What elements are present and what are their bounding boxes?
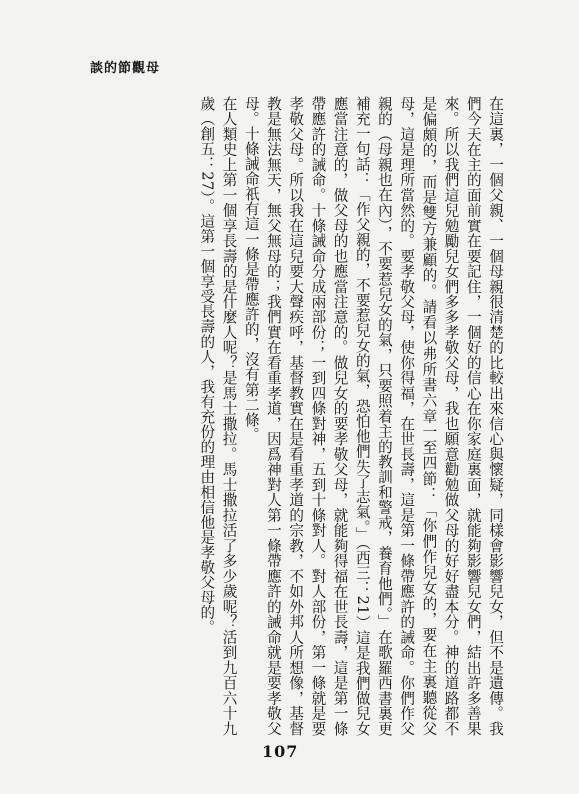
paragraph: 在人類史上第一個享長壽的是什麼人呢？是馬士撒拉。馬士撒拉活了多少歲呢？活到九百六十九歲（創五：27）。這第一個享受長壽的人，我有充份的理由相信他是孝敬父母的。 <box>198 96 238 736</box>
paragraph: 在這裏，一個父親、一個母親很清楚的比較出來信心與懷疑，同樣會影響兒女，但不是遺傳。我們今天在主的面前實在要記住，一個好的信心在你家庭裏面，就能夠影響兒女們，結出許多善果來。所以我們這兒勉勵兒女們多多孝敬父母，我也願意勸勉做父母的好好盡本分。神的道路都不是偏頗的，而是雙方兼顧的。請看以弗所書六章一至四節：「你們作兒女的，要在主裏聽從父母，這是理所當然的。要孝敬父母，使你得福，在世長壽，這是第一條帶應許的誡命。你們作父親的（母親也在內），不要惹兒女的氣，只要照着主的教訓和警戒，養育他們。」在歌羅西書裏更補充一句話：「作父親的，不要惹兒女的氣，恐怕他們失了志氣。」（西三：21）這是我們做兒女應當注意的，做父母的也應當注意的。做兒女的要孝敬父母，就能夠得福在世長壽，這是第一條帶應許的誡命。十條誡命分成兩部份；一到四條對神，五到十條對人。對人部份，第一條就是要孝敬父母。所以我在這兒要大聲疾呼，基督教實在是看重孝道的宗教，不如外邦人所想像，基督教是無法無天，無父無母的；我們實在看重孝道，因爲神對人第一條帶應許的誡命就是要孝敬父母。十條誡命祇有這一條是帶應許的，沒有第二條。 <box>242 96 504 736</box>
page-number: 107 <box>262 742 299 761</box>
running-title: 談的節觀母 <box>90 61 161 76</box>
body-text <box>78 96 506 736</box>
